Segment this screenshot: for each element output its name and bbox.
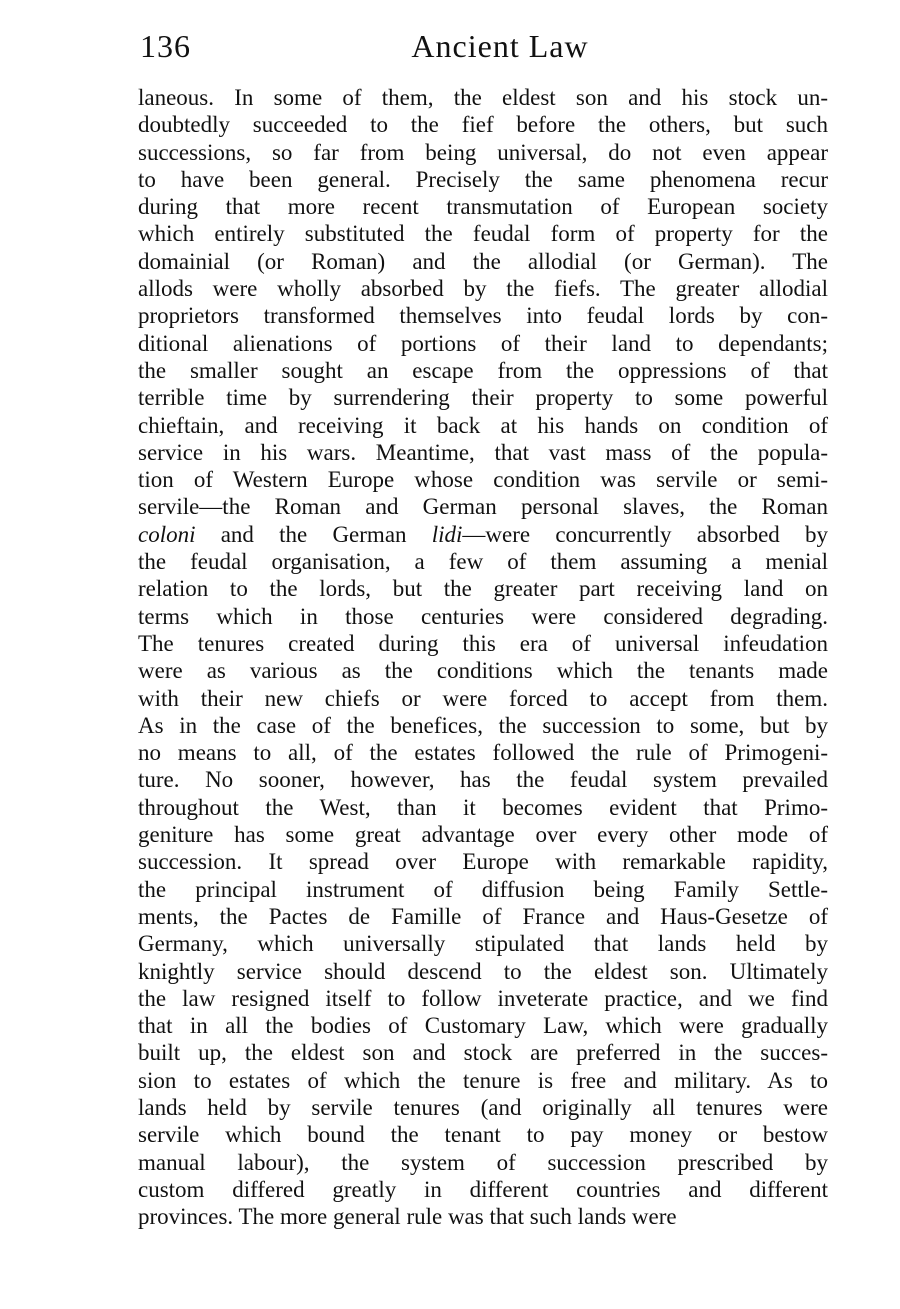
text-line: that in all the bodies of Customary Law, which were gradually (138, 1013, 828, 1039)
text-line: successions, so far from being universal, do not even appear (138, 139, 828, 165)
page-number: 136 (140, 28, 191, 64)
text-line: terrible time by surrendering their property to some powerful (138, 385, 828, 411)
text-line: the smaller sought an escape from the oppressions of that (138, 357, 828, 383)
text-line: the law resigned itself to follow inveterate practice, and we find (138, 985, 828, 1011)
text-line: service in his wars. Meantime, that vast mass of the popula- (138, 439, 828, 465)
text-line: throughout the West, than it becomes evident that Primo- (138, 794, 828, 820)
text-line: to have been general. Precisely the same phenomena recur (138, 166, 828, 192)
text-line: succession. It spread over Europe with remarkable rapidity, (138, 849, 828, 875)
text-line: servile—the Roman and German personal slaves, the Roman (138, 494, 828, 520)
text-line: which entirely substituted the feudal form of property for the (138, 221, 828, 247)
italic-term-lidi: lidi (431, 521, 463, 547)
text-line: As in the case of the benefices, the succession to some, but by (138, 712, 828, 738)
running-title: Ancient Law (411, 28, 589, 64)
text-line: lands held by servile tenures (and originally all tenures were (138, 1094, 828, 1120)
text-line: custom differed greatly in different countries and different (138, 1176, 828, 1202)
text-line: chieftain, and receiving it back at his hands on condition of (138, 412, 828, 438)
text-line: the feudal organisation, a few of them assuming a menial (138, 549, 828, 575)
text-line: manual labour), the system of succession prescribed by (138, 1149, 828, 1175)
text-line: ture. No sooner, however, has the feudal system prevailed (138, 767, 828, 793)
text-line: Germany, which universally stipulated that lands held by (138, 931, 828, 957)
text-segment: and the German (195, 521, 432, 547)
text-line: knightly service should descend to the eldest son. Ultimately (138, 958, 828, 984)
text-line: laneous. In some of them, the eldest son and his stock un- (138, 85, 828, 110)
text-line: were as various as the conditions which the tenants made (138, 658, 828, 684)
page-header (140, 24, 830, 68)
text-line: during that more recent transmutation of European society (138, 194, 828, 220)
text-line: terms which in those centuries were considered degrading. (138, 603, 828, 629)
text-line: relation to the lords, but the greater part receiving land on (138, 576, 828, 602)
text-line: allods were wholly absorbed by the fiefs. The greater allodial (138, 276, 828, 302)
text-line: geniture has some great advantage over every other mode of (138, 822, 828, 848)
text-line: no means to all, of the estates followed the rule of Primogeni- (138, 740, 828, 766)
body-text (138, 84, 828, 1230)
text-line: The tenures created during this era of universal infeudation (138, 630, 828, 656)
text-line: with their new chiefs or were forced to accept from them. (138, 685, 828, 711)
text-line: built up, the eldest son and stock are preferred in the succes- (138, 1040, 828, 1066)
text-line-italics (138, 521, 828, 548)
text-line: sion to estates of which the tenure is free and military. As to (138, 1067, 828, 1093)
text-line: ditional alienations of portions of their land to dependants; (138, 330, 828, 356)
text-line: ments, the Pactes de Famille of France and Haus-Gesetze of (138, 903, 828, 929)
italic-term-coloni: coloni (138, 521, 196, 547)
text-line: the principal instrument of diffusion being Family Settle- (138, 876, 828, 902)
text-line: provinces. The more general rule was that such lands were (138, 1204, 677, 1230)
text-line: servile which bound the tenant to pay money or bestow (138, 1122, 828, 1148)
text-line: domainial (or Roman) and the allodial (or German). The (138, 248, 828, 274)
text-line: doubtedly succeeded to the fief before the others, but such (138, 112, 828, 138)
text-line: tion of Western Europe whose condition was servile or semi- (138, 467, 828, 493)
text-segment: —were concurrently absorbed by (462, 521, 829, 547)
text-line: proprietors transformed themselves into feudal lords by con- (138, 303, 828, 329)
